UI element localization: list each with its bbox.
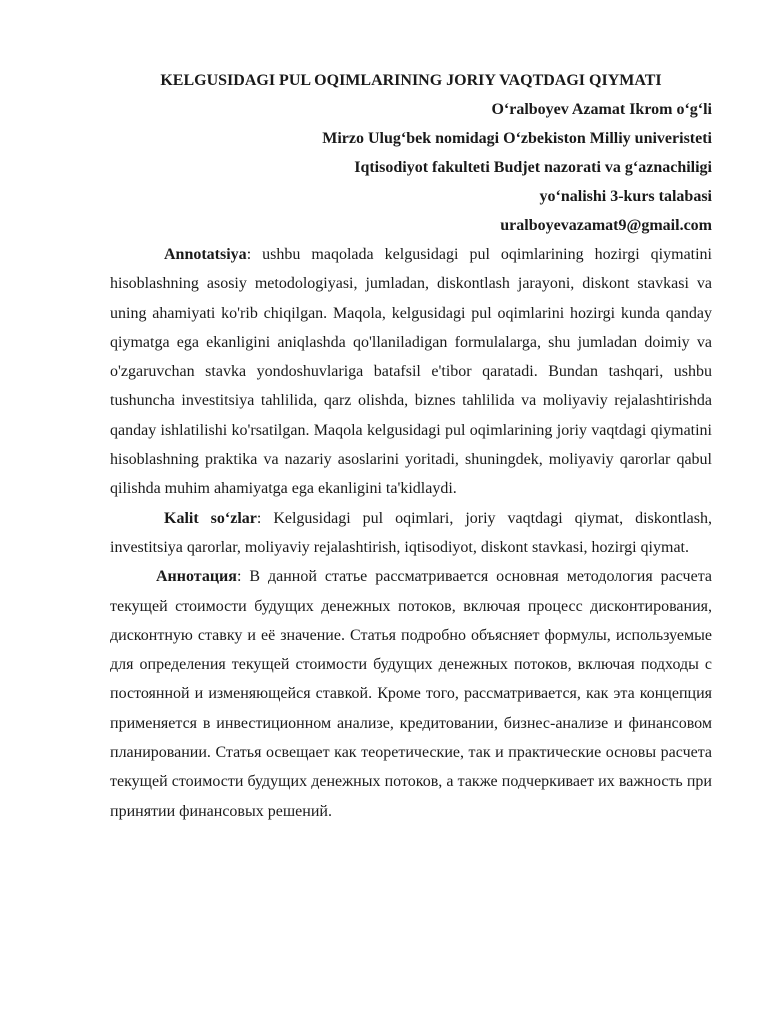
author-course: yo‘nalishi 3-kurs talabasi: [539, 188, 712, 205]
annotation-uz-label: Annotatsiya: [164, 246, 247, 263]
annotation-uz-paragraph: [110, 240, 712, 504]
author-name: O‘ralboyev Azamat Ikrom o‘g‘li: [491, 101, 712, 118]
document-page: [110, 66, 712, 826]
annotation-uz-text: : ushbu maqolada kelgusidagi pul oqimlarining hozirgi qiymatini hisoblashning asosiy metodologiyasi, jumladan, diskontlash jarayoni, diskont stavkasi va uning ahamiyati ko'rib chiqilgan. Maqola, kelgusidagi pul oqimlarini hozirgi kunda qanday qiymatga ega ekanligini aniqlashda qo'llaniladigan formulalarga, shu jumladan doimiy va o'zgaruvchan stavka yondoshuvlariga batafsil e'tibor qaratadi. Bundan tashqari, ushbu tushuncha investitsiya tahlilida, qarz olishda, biznes tahlilida va moliyaviy rejalashtirishda qanday ishlatilishi ko'rsatilgan. Maqola kelgusidagi pul oqimlarining joriy vaqtdagi qiymatini hisoblashning praktika va nazariy asoslarini yoritadi, shuningdek, moliyaviy qarorlar qabul qilishda muhim ahamiyatga ega ekanligini ta'kidlaydi.: [110, 246, 712, 498]
author-faculty: Iqtisodiyot fakulteti Budjet nazorati va g‘aznachiligi: [354, 159, 712, 176]
author-university: Mirzo Ulug‘bek nomidagi O‘zbekiston Milliy univeristeti: [322, 130, 712, 147]
author-email: uralboyevazamat9@gmail.com: [500, 217, 712, 234]
annotation-ru-text: : В данной статье рассматривается основная методология расчета текущей стоимости будущих денежных потоков, включая процесс дисконтирования, дисконтную ставку и её значение. Статья подробно объясняет формулы, используемые для определения текущей стоимости будущих денежных потоков, включая подходы с постоянной и изменяющейся ставкой. Кроме того, рассматривается, как эта концепция применяется в инвестиционном анализе, кредитовании, бизнес-анализе и финансовом планировании. Статья освещает как теоретические, так и практические основы расчета текущей стоимости будущих денежных потоков, а также подчеркивает их важность при принятии финансовых решений.: [110, 568, 712, 820]
keywords-uz-label: Kalit so‘zlar: [164, 509, 257, 527]
keywords-uz-paragraph: [110, 504, 712, 563]
author-block: [110, 95, 712, 240]
annotation-ru-label: Аннотация: [156, 568, 237, 586]
article-title: KELGUSIDAGI PUL OQIMLARINING JORIY VAQTDAGI QIYMATI: [160, 72, 662, 89]
keywords-uz-text: : Kelgusidagi pul oqimlari, joriy vaqtdagi qiymat, diskontlash, investitsiya qarorlar, moliyaviy rejalashtirish, iqtisodiyot, diskont stavkasi, hozirgi qiymat.: [110, 509, 712, 556]
annotation-ru-paragraph: [110, 562, 712, 826]
